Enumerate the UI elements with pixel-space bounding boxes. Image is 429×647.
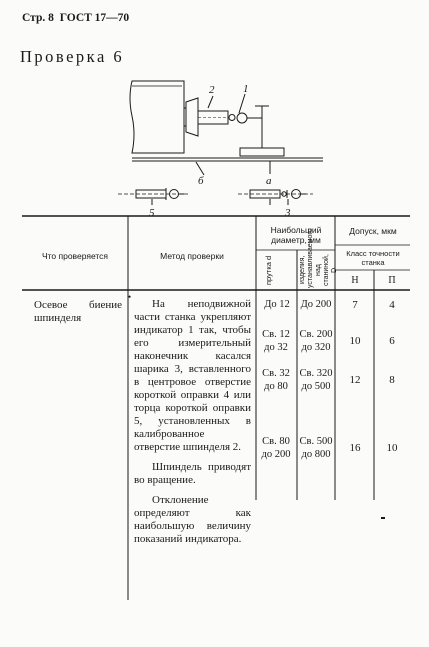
- spindle-flange: [186, 98, 198, 136]
- workpiece-diameter: Св. 500 до 800: [299, 436, 333, 460]
- print-mark: [381, 517, 385, 519]
- tolerance-n: 10: [349, 335, 361, 347]
- header-diameter-rod: прутка d: [264, 255, 273, 285]
- method-paragraph-1: На неподвижной части станка укрепляют индикатор 1 так, чтобы его измерительный наконечник касался шарика 3, вставленного в центровое отверстие короткой оправки 4 или торца короткой оправки 5, установленных в калиброванное отверстие шпинделя 2.: [134, 298, 251, 453]
- tolerance-p: 4: [389, 299, 395, 311]
- headstock: [130, 81, 184, 153]
- header-diameter-group: Наибольший диаметр, мм: [270, 225, 322, 245]
- label-3: 3: [285, 207, 291, 219]
- tolerance-p: 6: [389, 335, 395, 347]
- header-method: Метод проверки: [160, 251, 224, 261]
- rod-diameter: Св. 12 до 32: [262, 329, 290, 353]
- what-checked-cell: Осевое биение шпинделя: [34, 299, 122, 324]
- workpiece-diameter: Св. 320 до 500: [299, 368, 333, 392]
- header-accuracy-class: Класс точности станка: [346, 249, 400, 267]
- tolerance-p: 10: [386, 442, 398, 454]
- indicator-dial: [237, 113, 247, 123]
- tolerance-n: 16: [349, 442, 361, 454]
- ball: [229, 115, 235, 121]
- tolerance-n: 7: [352, 299, 358, 311]
- rod-diameter: До 12: [264, 299, 290, 310]
- header-what-checked: Что проверяется: [41, 251, 109, 261]
- rod-diameter: Св. 80 до 200: [261, 436, 291, 460]
- label-2: 2: [209, 84, 215, 96]
- method-paragraph-2: Шпиндель приводят во вращение.: [134, 461, 251, 486]
- method-cell: [128, 292, 251, 553]
- label-5: 5: [149, 207, 155, 219]
- tolerance-p: 8: [389, 374, 395, 386]
- section-title: Проверка 6: [20, 47, 125, 66]
- method-paragraph-3: Отклонение определяют как наибольшую величину показаний индикатора.: [134, 494, 251, 545]
- page-header: [22, 12, 129, 24]
- measurement-diagram: [118, 78, 333, 219]
- workpiece-diameter: Св. 200 до 320: [299, 329, 333, 353]
- indicator-base: [240, 148, 284, 156]
- label-b: б: [198, 175, 204, 187]
- label-a: а: [266, 175, 272, 187]
- workpiece-diameter: До 200: [300, 299, 332, 310]
- header-class-n: Н: [351, 275, 359, 286]
- label-1: 1: [243, 83, 249, 95]
- standard-number: ГОСТ 17—70: [59, 12, 130, 24]
- bullet-dot: •: [128, 292, 132, 302]
- page-number: Стр. 8: [22, 12, 54, 24]
- header-class-p: П: [388, 275, 396, 286]
- tolerance-n: 12: [349, 374, 361, 386]
- header-diameter-workpiece: изделия, устанавливаемого над станиной, D: [299, 228, 338, 288]
- rod-diameter: Св. 32 до 80: [262, 368, 290, 392]
- header-tolerance: Допуск, мкм: [349, 226, 397, 236]
